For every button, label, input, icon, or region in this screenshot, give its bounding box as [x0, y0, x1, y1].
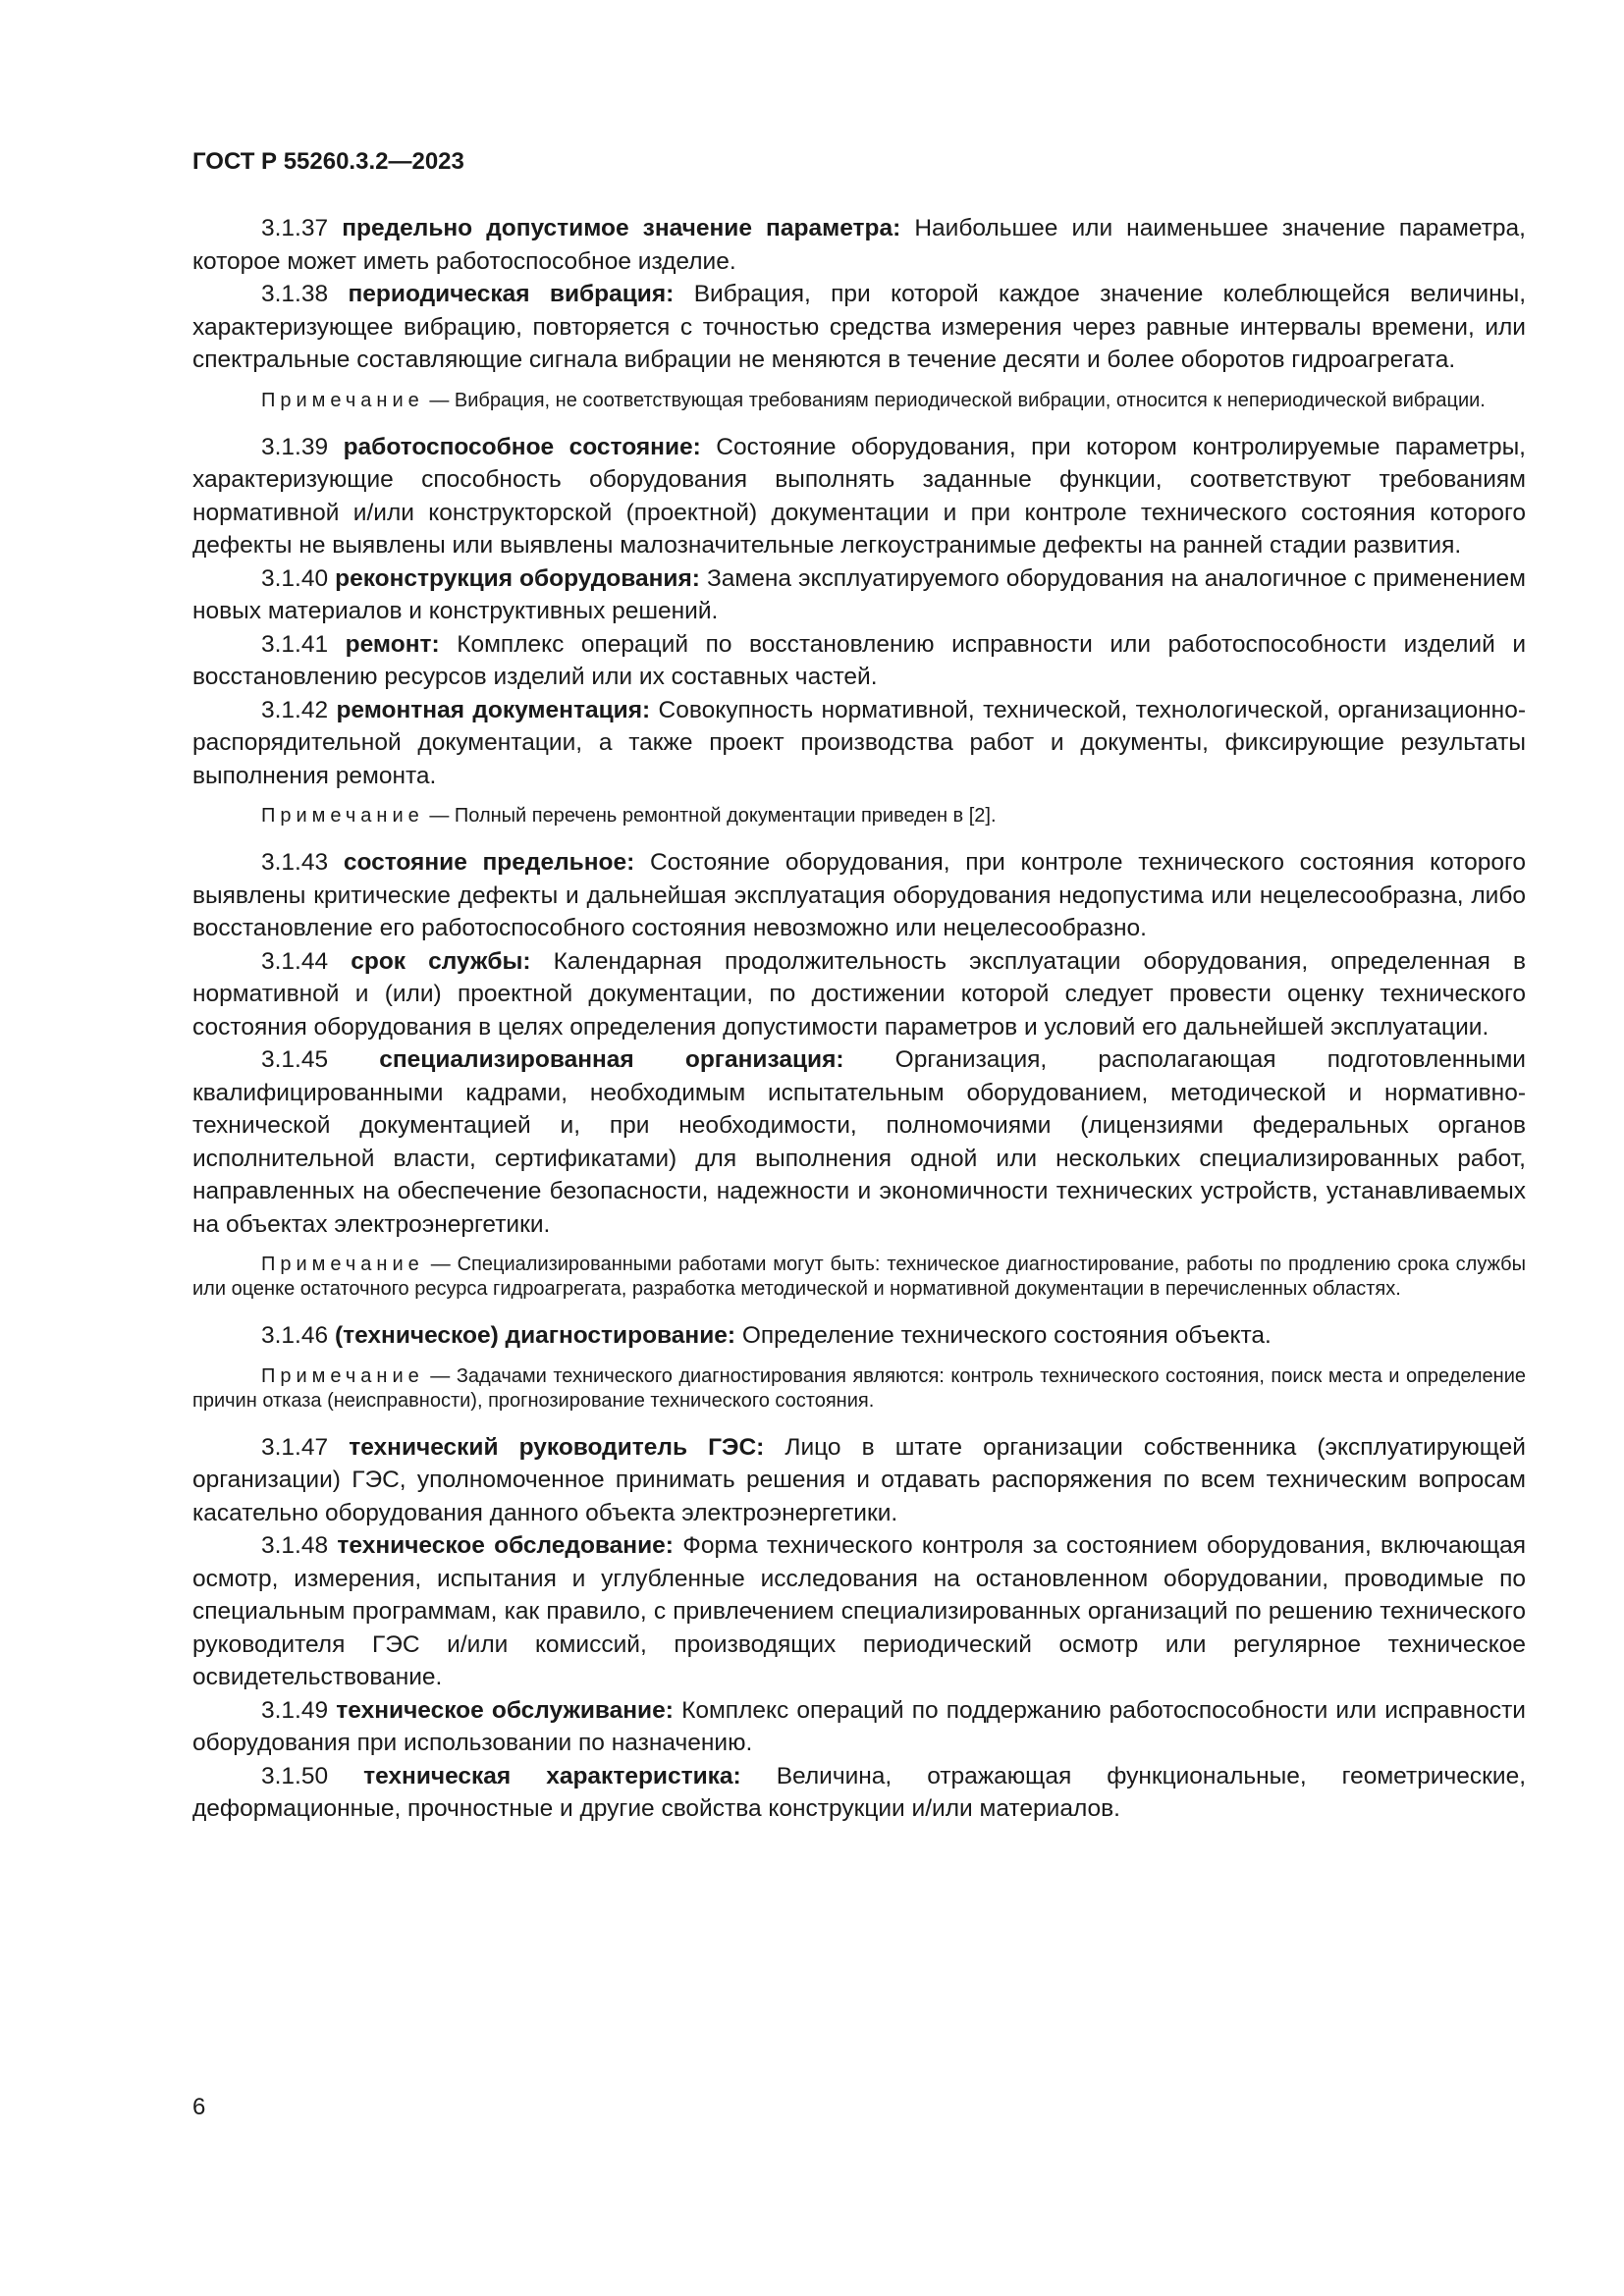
entry-term: работоспособное состояние: [343, 433, 701, 460]
definition-entry [192, 846, 1526, 945]
entry-number: 3.1.45 [261, 1046, 329, 1073]
note-label: Примечание [261, 389, 424, 411]
entry-term: срок службы: [351, 947, 531, 975]
note [192, 1253, 1526, 1302]
page-number: 6 [192, 2094, 206, 2120]
note [192, 1364, 1526, 1414]
definition-entry [192, 212, 1526, 278]
note-text: — Задачами технического диагностирования являются: контроль технического состояния, поиск места и определение причин отказа (неисправности), прогнозирование технического состояния. [192, 1364, 1526, 1412]
entry-definition: Комплекс операций по поддержанию работоспособности или исправности оборудования при использовании по назначению. [192, 1696, 1526, 1756]
note-label: Примечание [261, 1364, 424, 1387]
entry-number: 3.1.39 [261, 433, 329, 460]
definition-entry [192, 278, 1526, 377]
definition-entry [192, 1760, 1526, 1826]
note-label: Примечание [261, 805, 424, 827]
note-text: — Вибрация, не соответствующая требованиям периодической вибрации, относится к непериодической вибрации. [429, 389, 1486, 411]
document-header: ГОСТ Р 55260.3.2—2023 [192, 148, 464, 175]
definition-entry [192, 694, 1526, 793]
entry-number: 3.1.50 [261, 1762, 329, 1789]
entry-term: ремонт: [345, 630, 440, 658]
document-page [192, 147, 1526, 1826]
definition-entry [192, 1694, 1526, 1760]
entry-number: 3.1.43 [261, 849, 329, 876]
entry-number: 3.1.49 [261, 1696, 329, 1724]
entry-term: техническая характеристика: [363, 1762, 741, 1789]
entry-number: 3.1.44 [261, 947, 329, 975]
entry-term: техническое обслуживание: [336, 1696, 674, 1724]
definition-entry [192, 562, 1526, 628]
note-text: — Полный перечень ремонтной документации приведен в [2]. [429, 805, 997, 827]
entry-definition: Вибрация, при которой каждое значение колеблющейся величины, характеризующее вибрацию, повторяется с точностью средства измерения через равные интервалы времени, или спектральные составляющие сигнала вибрации не меняются в течение десяти и более оборотов гидроагрегата. [192, 281, 1527, 373]
entry-definition: Состояние оборудования, при котором контролируемые параметры, характеризующие способность оборудования выполнять заданные функции, соответствуют требованиям нормативной и/или конструкторской (проектной) документации и при контроле технического состояния которого дефекты не выявлены или выявлены малозначительные легкоустранимые дефекты на ранней стадии развития. [192, 433, 1526, 559]
entry-term: ремонтная документация: [336, 696, 651, 723]
note-label: Примечание [261, 1254, 424, 1275]
entry-definition: Лицо в штате организации собственника (эксплуатирующей организации) ГЭС, уполномоченное принимать решения и отдавать распоряжения по всем техническим вопросам касательно оборудования данного объекта электроэнергетики. [192, 1433, 1526, 1526]
entry-definition: Совокупность нормативной, технической, технологической, организационно-распорядительной документации, а также проект производства работ и документы, фиксирующие результаты выполнения ремонта. [192, 696, 1526, 789]
entry-definition: Величина, отражающая функциональные, геометрические, деформационные, прочностные и другие свойства конструкции и/или материалов. [192, 1762, 1526, 1822]
entry-number: 3.1.48 [261, 1532, 329, 1559]
entry-number: 3.1.41 [261, 630, 329, 658]
entry-term: реконструкция оборудования: [335, 564, 700, 592]
definition-entry [192, 628, 1526, 694]
note [192, 804, 1526, 828]
entry-number: 3.1.47 [261, 1433, 329, 1461]
entry-definition: Состояние оборудования, при контроле технического состояния которого выявлены критические дефекты и дальнейшая эксплуатация оборудования недопустима или нецелесообразна, либо восстановление его работоспособного состояния невозможно или нецелесообразно. [192, 849, 1527, 941]
entry-definition: Наибольшее или наименьшее значение параметра, которое может иметь работоспособное изделие. [192, 215, 1526, 275]
entry-definition: Комплекс операций по восстановлению исправности или работоспособности изделий и восстановлению ресурсов изделий или их составных частей. [192, 630, 1527, 690]
definition-entry [192, 945, 1526, 1044]
entry-term: технический руководитель ГЭС: [349, 1433, 765, 1461]
entry-term: периодическая вибрация: [348, 281, 675, 307]
entry-definition: Форма технического контроля за состоянием оборудования, включающая осмотр, измерения, испытания и углубленные исследования на остановленном оборудовании, проводимые по специальным программам, как правило, с привлечением специализированных организаций по решению технического руководителя ГЭС и/или комиссий, производящих периодический осмотр или регулярное техническое освидетельствование. [192, 1532, 1526, 1690]
entry-term: состояние предельное: [343, 849, 635, 876]
definition-entry [192, 1529, 1526, 1694]
entry-term: специализированная организация: [379, 1046, 844, 1073]
entry-number: 3.1.40 [261, 564, 329, 592]
note-text: — Специализированными работами могут быть: техническое диагностирование, работы по продлению срока службы или оценке остаточного ресурса гидроагрегата, разработка методической и нормативной документации в перечисленных областях. [192, 1254, 1526, 1300]
entry-definition: Календарная продолжительность эксплуатации оборудования, определенная в нормативной и (или) проектной документации, по достижении которой следует провести оценку технического состояния оборудования в целях определения допустимости параметров и условий его дальнейшей эксплуатации. [192, 947, 1526, 1041]
note [192, 389, 1526, 413]
entry-term: предельно допустимое значение параметра: [342, 215, 901, 241]
entry-term: (техническое) диагностирование: [334, 1322, 736, 1349]
definitions-list [192, 212, 1526, 1826]
entry-definition: Организация, располагающая подготовленными квалифицированными кадрами, необходимым испытательным оборудованием, методической и нормативно-технической документацией и, при необходимости, полномочиями (лицензиями федеральных органов исполнительной власти, сертификатами) для выполнения одной или нескольких специализированных работ, направленных на обеспечение безопасности, надежности и экономичности технических устройств, устанавливаемых на объектах электроэнергетики. [192, 1046, 1526, 1238]
definition-entry [192, 1043, 1526, 1241]
entry-term: техническое обследование: [337, 1532, 674, 1559]
entry-number: 3.1.46 [261, 1322, 329, 1349]
definition-entry [192, 431, 1526, 562]
entry-number: 3.1.37 [261, 215, 329, 241]
definition-entry [192, 1431, 1526, 1530]
entry-definition: Определение технического состояния объекта. [741, 1322, 1272, 1349]
entry-number: 3.1.38 [261, 281, 329, 307]
entry-definition: Замена эксплуатируемого оборудования на аналогичное с применением новых материалов и конструктивных решений. [192, 564, 1527, 624]
definition-entry [192, 1319, 1526, 1353]
entry-number: 3.1.42 [261, 696, 329, 723]
